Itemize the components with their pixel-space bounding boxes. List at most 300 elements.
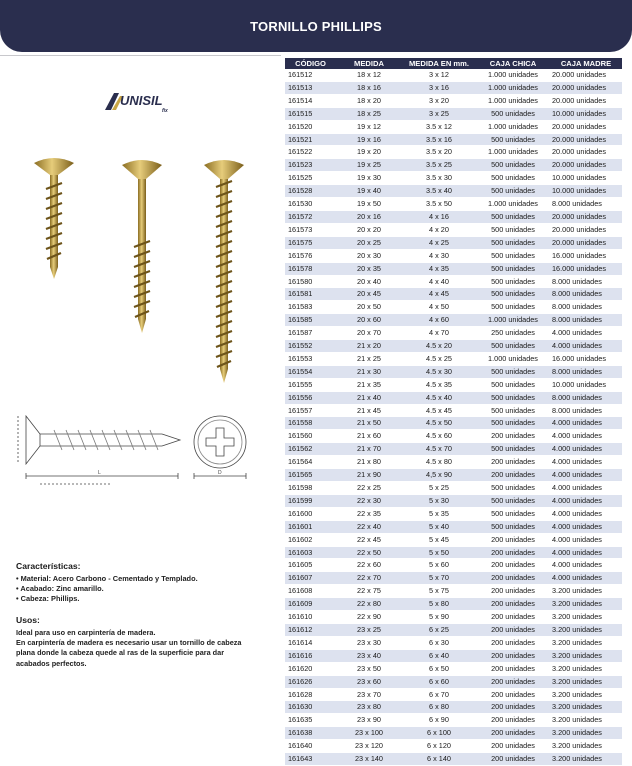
table-row <box>285 340 622 353</box>
table-row <box>285 520 622 533</box>
cell-size-mm: 4 x 30 <box>402 249 476 262</box>
cell-small-box: 1.000 unidades <box>476 198 550 211</box>
cell-size-mm: 6 x 120 <box>402 740 476 753</box>
screw-diagram <box>10 402 272 494</box>
cell-small-box: 500 unidades <box>476 223 550 236</box>
cell-master-box: 4.000 unidades <box>550 443 622 456</box>
cell-small-box: 200 unidades <box>476 727 550 740</box>
table-row <box>285 378 622 391</box>
cell-size-mm: 3.5 x 50 <box>402 198 476 211</box>
cell-code: 161565 <box>285 469 336 482</box>
cell-code: 161587 <box>285 327 336 340</box>
features-title: Características: <box>16 561 81 571</box>
cell-size-mm: 5 x 45 <box>402 533 476 546</box>
cell-master-box: 4.000 unidades <box>550 456 622 469</box>
cell-small-box: 500 unidades <box>476 417 550 430</box>
table-row <box>285 301 622 314</box>
table-row <box>285 546 622 559</box>
cell-size-mm: 4 x 20 <box>402 223 476 236</box>
cell-size-mm: 4,5 x 90 <box>402 469 476 482</box>
cell-size: 23 x 120 <box>336 740 402 753</box>
cell-code: 161605 <box>285 559 336 572</box>
cell-small-box: 200 unidades <box>476 546 550 559</box>
table-row <box>285 120 622 133</box>
table-row <box>285 701 622 714</box>
cell-master-box: 8.000 unidades <box>550 275 622 288</box>
cell-code: 161581 <box>285 288 336 301</box>
table-row <box>285 262 622 275</box>
cell-code: 161628 <box>285 688 336 701</box>
uses-line: acabados perfectos. <box>16 658 87 668</box>
feature-finish: • Acabado: Zinc amarillo. <box>16 584 104 594</box>
cell-small-box: 500 unidades <box>476 391 550 404</box>
cell-size-mm: 4.5 x 60 <box>402 430 476 443</box>
cell-size-mm: 4 x 70 <box>402 327 476 340</box>
cell-size-mm: 4.5 x 30 <box>402 365 476 378</box>
table-row <box>285 81 622 94</box>
cell-code: 161558 <box>285 417 336 430</box>
cell-size: 20 x 45 <box>336 288 402 301</box>
table-row <box>285 185 622 198</box>
cell-master-box: 3.200 unidades <box>550 701 622 714</box>
cell-code: 161522 <box>285 146 336 159</box>
cell-size-mm: 4 x 60 <box>402 314 476 327</box>
cell-small-box: 250 unidades <box>476 327 550 340</box>
cell-small-box: 500 unidades <box>476 494 550 507</box>
cell-small-box: 200 unidades <box>476 688 550 701</box>
cell-size: 21 x 50 <box>336 417 402 430</box>
table-row <box>285 365 622 378</box>
table-row <box>285 430 622 443</box>
page-header <box>0 0 632 52</box>
cell-size-mm: 6 x 70 <box>402 688 476 701</box>
cell-size: 19 x 30 <box>336 172 402 185</box>
cell-small-box: 1.000 unidades <box>476 81 550 94</box>
cell-size-mm: 3.5 x 12 <box>402 120 476 133</box>
cell-master-box: 20.000 unidades <box>550 210 622 223</box>
cell-master-box: 3.200 unidades <box>550 623 622 636</box>
cell-small-box: 200 unidades <box>476 740 550 753</box>
cell-size: 22 x 50 <box>336 546 402 559</box>
cell-master-box: 20.000 unidades <box>550 223 622 236</box>
cell-size: 20 x 60 <box>336 314 402 327</box>
cell-size: 20 x 35 <box>336 262 402 275</box>
table-row <box>285 533 622 546</box>
cell-code: 161513 <box>285 81 336 94</box>
cell-master-box: 3.200 unidades <box>550 585 622 598</box>
cell-size: 23 x 100 <box>336 727 402 740</box>
cell-size-mm: 5 x 80 <box>402 598 476 611</box>
cell-small-box: 200 unidades <box>476 456 550 469</box>
table-row <box>285 649 622 662</box>
cell-small-box: 500 unidades <box>476 275 550 288</box>
table-row <box>285 636 622 649</box>
uses-line: En carpintería de madera es necesario usar un tornillo de cabeza <box>16 638 242 648</box>
table-row <box>285 69 622 81</box>
cell-code: 161514 <box>285 94 336 107</box>
cell-size: 22 x 45 <box>336 533 402 546</box>
logo-sub: fix <box>162 108 168 114</box>
cell-size: 22 x 25 <box>336 482 402 495</box>
cell-small-box: 500 unidades <box>476 507 550 520</box>
cell-size-mm: 6 x 100 <box>402 727 476 740</box>
cell-master-box: 20.000 unidades <box>550 133 622 146</box>
cell-code: 161528 <box>285 185 336 198</box>
table-row <box>285 314 622 327</box>
cell-size-mm: 5 x 25 <box>402 482 476 495</box>
cell-size-mm: 6 x 50 <box>402 662 476 675</box>
table-row <box>285 288 622 301</box>
cell-size-mm: 4.5 x 25 <box>402 352 476 365</box>
table-row <box>285 753 622 766</box>
cell-master-box: 4.000 unidades <box>550 572 622 585</box>
cell-size: 20 x 25 <box>336 236 402 249</box>
cell-master-box: 3.200 unidades <box>550 740 622 753</box>
cell-code: 161520 <box>285 120 336 133</box>
cell-master-box: 4.000 unidades <box>550 546 622 559</box>
cell-size: 22 x 60 <box>336 559 402 572</box>
cell-size: 19 x 40 <box>336 185 402 198</box>
cell-code: 161573 <box>285 223 336 236</box>
cell-code: 161609 <box>285 598 336 611</box>
cell-small-box: 200 unidades <box>476 598 550 611</box>
cell-code: 161575 <box>285 236 336 249</box>
cell-size: 23 x 30 <box>336 636 402 649</box>
features-section <box>16 561 278 605</box>
table-row <box>285 740 622 753</box>
cell-code: 161564 <box>285 456 336 469</box>
cell-code: 161583 <box>285 301 336 314</box>
cell-small-box: 500 unidades <box>476 249 550 262</box>
cell-small-box: 500 unidades <box>476 262 550 275</box>
table-row <box>285 662 622 675</box>
cell-master-box: 4.000 unidades <box>550 469 622 482</box>
cell-small-box: 500 unidades <box>476 340 550 353</box>
cell-size: 21 x 60 <box>336 430 402 443</box>
cell-master-box: 20.000 unidades <box>550 69 622 81</box>
cell-size-mm: 3 x 25 <box>402 107 476 120</box>
cell-master-box: 10.000 unidades <box>550 378 622 391</box>
cell-master-box: 8.000 unidades <box>550 404 622 417</box>
cell-size-mm: 3.5 x 20 <box>402 146 476 159</box>
cell-code: 161576 <box>285 249 336 262</box>
cell-master-box: 3.200 unidades <box>550 662 622 675</box>
cell-size-mm: 5 x 50 <box>402 546 476 559</box>
col-header-master-box: CAJA MADRE <box>550 58 622 69</box>
divider <box>0 55 281 56</box>
cell-master-box: 8.000 unidades <box>550 301 622 314</box>
table-row <box>285 727 622 740</box>
cell-master-box: 4.000 unidades <box>550 417 622 430</box>
cell-size-mm: 4 x 16 <box>402 210 476 223</box>
cell-small-box: 500 unidades <box>476 288 550 301</box>
feature-head: • Cabeza: Phillips. <box>16 594 80 604</box>
table-row <box>285 469 622 482</box>
cell-small-box: 500 unidades <box>476 210 550 223</box>
table-row <box>285 417 622 430</box>
cell-code: 161525 <box>285 172 336 185</box>
cell-code: 161626 <box>285 675 336 688</box>
cell-size-mm: 5 x 30 <box>402 494 476 507</box>
cell-code: 161607 <box>285 572 336 585</box>
table-row <box>285 507 622 520</box>
cell-master-box: 3.200 unidades <box>550 675 622 688</box>
cell-code: 161630 <box>285 701 336 714</box>
col-header-size: MEDIDA <box>336 58 402 69</box>
cell-size-mm: 5 x 70 <box>402 572 476 585</box>
cell-code: 161616 <box>285 649 336 662</box>
cell-size-mm: 6 x 60 <box>402 675 476 688</box>
table-row <box>285 585 622 598</box>
cell-small-box: 200 unidades <box>476 611 550 624</box>
cell-size: 18 x 20 <box>336 94 402 107</box>
cell-code: 161635 <box>285 714 336 727</box>
cell-master-box: 3.200 unidades <box>550 688 622 701</box>
cell-master-box: 10.000 unidades <box>550 172 622 185</box>
cell-code: 161557 <box>285 404 336 417</box>
cell-code: 161643 <box>285 753 336 766</box>
table-row <box>285 598 622 611</box>
cell-master-box: 20.000 unidades <box>550 146 622 159</box>
cell-small-box: 500 unidades <box>476 172 550 185</box>
cell-size-mm: 4.5 x 40 <box>402 391 476 404</box>
cell-size-mm: 3 x 16 <box>402 81 476 94</box>
cell-small-box: 200 unidades <box>476 649 550 662</box>
cell-master-box: 4.000 unidades <box>550 430 622 443</box>
cell-code: 161578 <box>285 262 336 275</box>
cell-size: 21 x 25 <box>336 352 402 365</box>
cell-small-box: 200 unidades <box>476 623 550 636</box>
cell-code: 161608 <box>285 585 336 598</box>
cell-master-box: 8.000 unidades <box>550 198 622 211</box>
cell-size-mm: 4 x 35 <box>402 262 476 275</box>
cell-size: 22 x 35 <box>336 507 402 520</box>
cell-small-box: 200 unidades <box>476 714 550 727</box>
cell-small-box: 200 unidades <box>476 533 550 546</box>
table-row <box>285 688 622 701</box>
cell-size-mm: 4 x 25 <box>402 236 476 249</box>
cell-size: 18 x 16 <box>336 81 402 94</box>
cell-size: 23 x 50 <box>336 662 402 675</box>
cell-small-box: 200 unidades <box>476 662 550 675</box>
cell-size-mm: 4 x 50 <box>402 301 476 314</box>
cell-size: 22 x 80 <box>336 598 402 611</box>
cell-code: 161620 <box>285 662 336 675</box>
cell-master-box: 20.000 unidades <box>550 159 622 172</box>
cell-code: 161572 <box>285 210 336 223</box>
cell-master-box: 3.200 unidades <box>550 598 622 611</box>
cell-code: 161523 <box>285 159 336 172</box>
cell-code: 161599 <box>285 494 336 507</box>
cell-size: 22 x 90 <box>336 611 402 624</box>
table-row <box>285 611 622 624</box>
cell-small-box: 500 unidades <box>476 185 550 198</box>
table-row <box>285 675 622 688</box>
cell-size-mm: 6 x 90 <box>402 714 476 727</box>
cell-code: 161598 <box>285 482 336 495</box>
cell-size: 19 x 20 <box>336 146 402 159</box>
table-row <box>285 443 622 456</box>
cell-code: 161530 <box>285 198 336 211</box>
cell-code: 161610 <box>285 611 336 624</box>
cell-small-box: 1.000 unidades <box>476 352 550 365</box>
screw-medium-icon <box>122 160 162 333</box>
page-title: TORNILLO PHILLIPS <box>250 18 382 34</box>
cell-code: 161603 <box>285 546 336 559</box>
table-row <box>285 210 622 223</box>
cell-small-box: 200 unidades <box>476 636 550 649</box>
cell-master-box: 8.000 unidades <box>550 365 622 378</box>
cell-size: 19 x 50 <box>336 198 402 211</box>
table-row <box>285 572 622 585</box>
cell-master-box: 20.000 unidades <box>550 120 622 133</box>
table-row <box>285 107 622 120</box>
cell-master-box: 8.000 unidades <box>550 314 622 327</box>
uses-line: plana donde la cabeza quede al ras de la superficie para dar <box>16 648 225 658</box>
table-row <box>285 714 622 727</box>
cell-code: 161552 <box>285 340 336 353</box>
cell-small-box: 500 unidades <box>476 107 550 120</box>
cell-size: 18 x 12 <box>336 69 402 81</box>
table-row <box>285 623 622 636</box>
cell-size-mm: 6 x 30 <box>402 636 476 649</box>
cell-code: 161554 <box>285 365 336 378</box>
cell-master-box: 8.000 unidades <box>550 391 622 404</box>
cell-size-mm: 3.5 x 30 <box>402 172 476 185</box>
cell-code: 161638 <box>285 727 336 740</box>
cell-size: 22 x 75 <box>336 585 402 598</box>
table-row <box>285 352 622 365</box>
cell-master-box: 3.200 unidades <box>550 611 622 624</box>
uses-line: Ideal para uso en carpintería de madera. <box>16 628 156 637</box>
cell-size-mm: 6 x 80 <box>402 701 476 714</box>
cell-size-mm: 5 x 60 <box>402 559 476 572</box>
cell-master-box: 16.000 unidades <box>550 352 622 365</box>
cell-size: 23 x 80 <box>336 701 402 714</box>
table-row <box>285 159 622 172</box>
cell-small-box: 500 unidades <box>476 159 550 172</box>
cell-size-mm: 5 x 40 <box>402 520 476 533</box>
cell-small-box: 500 unidades <box>476 443 550 456</box>
cell-size-mm: 4 x 40 <box>402 275 476 288</box>
cell-master-box: 3.200 unidades <box>550 714 622 727</box>
cell-size: 21 x 70 <box>336 443 402 456</box>
cell-size: 23 x 60 <box>336 675 402 688</box>
cell-size: 19 x 16 <box>336 133 402 146</box>
table-row <box>285 236 622 249</box>
uses-section <box>16 615 282 669</box>
cell-size: 19 x 12 <box>336 120 402 133</box>
cell-size: 23 x 40 <box>336 649 402 662</box>
table-row <box>285 494 622 507</box>
cell-size: 21 x 90 <box>336 469 402 482</box>
col-header-size-mm: MEDIDA EN mm. <box>402 58 476 69</box>
cell-small-box: 500 unidades <box>476 520 550 533</box>
table-row <box>285 249 622 262</box>
cell-small-box: 500 unidades <box>476 301 550 314</box>
cell-size-mm: 6 x 40 <box>402 649 476 662</box>
cell-master-box: 20.000 unidades <box>550 94 622 107</box>
cell-code: 161515 <box>285 107 336 120</box>
cell-size: 23 x 140 <box>336 753 402 766</box>
cell-size-mm: 3.5 x 40 <box>402 185 476 198</box>
cell-master-box: 8.000 unidades <box>550 288 622 301</box>
cell-master-box: 3.200 unidades <box>550 649 622 662</box>
cell-size-mm: 4.5 x 80 <box>402 456 476 469</box>
cell-code: 161640 <box>285 740 336 753</box>
cell-code: 161560 <box>285 430 336 443</box>
cell-master-box: 4.000 unidades <box>550 340 622 353</box>
cell-code: 161602 <box>285 533 336 546</box>
col-header-small-box: CAJA CHICA <box>476 58 550 69</box>
table-row <box>285 133 622 146</box>
cell-code: 161555 <box>285 378 336 391</box>
cell-master-box: 10.000 unidades <box>550 185 622 198</box>
cell-size-mm: 6 x 140 <box>402 753 476 766</box>
cell-master-box: 4.000 unidades <box>550 507 622 520</box>
cell-size-mm: 4 x 45 <box>402 288 476 301</box>
cell-small-box: 200 unidades <box>476 701 550 714</box>
svg-text:L: L <box>98 470 101 476</box>
cell-code: 161614 <box>285 636 336 649</box>
logo-wordmark: UNISIL <box>120 93 163 108</box>
table-row <box>285 172 622 185</box>
cell-size-mm: 3 x 20 <box>402 94 476 107</box>
cell-small-box: 200 unidades <box>476 675 550 688</box>
cell-size: 21 x 45 <box>336 404 402 417</box>
cell-master-box: 10.000 unidades <box>550 107 622 120</box>
cell-size: 21 x 80 <box>336 456 402 469</box>
cell-small-box: 500 unidades <box>476 365 550 378</box>
cell-small-box: 500 unidades <box>476 133 550 146</box>
cell-size: 22 x 30 <box>336 494 402 507</box>
cell-code: 161580 <box>285 275 336 288</box>
cell-size: 22 x 40 <box>336 520 402 533</box>
cell-master-box: 4.000 unidades <box>550 533 622 546</box>
cell-size-mm: 3.5 x 16 <box>402 133 476 146</box>
cell-size: 21 x 40 <box>336 391 402 404</box>
cell-size: 21 x 20 <box>336 340 402 353</box>
cell-master-box: 4.000 unidades <box>550 494 622 507</box>
table-header-row <box>285 58 622 69</box>
cell-size: 23 x 70 <box>336 688 402 701</box>
cell-size-mm: 5 x 35 <box>402 507 476 520</box>
cell-size-mm: 5 x 75 <box>402 585 476 598</box>
table-row <box>285 391 622 404</box>
cell-size-mm: 6 x 25 <box>402 623 476 636</box>
table-row <box>285 198 622 211</box>
cell-small-box: 500 unidades <box>476 378 550 391</box>
cell-size-mm: 4.5 x 50 <box>402 417 476 430</box>
cell-size-mm: 3.5 x 25 <box>402 159 476 172</box>
cell-code: 161585 <box>285 314 336 327</box>
screw-long-icon <box>204 160 244 383</box>
cell-size: 21 x 35 <box>336 378 402 391</box>
cell-code: 161601 <box>285 520 336 533</box>
cell-size: 18 x 25 <box>336 107 402 120</box>
cell-master-box: 3.200 unidades <box>550 753 622 766</box>
cell-small-box: 200 unidades <box>476 430 550 443</box>
cell-size: 19 x 25 <box>336 159 402 172</box>
cell-code: 161556 <box>285 391 336 404</box>
cell-size: 22 x 70 <box>336 572 402 585</box>
table-row <box>285 223 622 236</box>
table-row <box>285 275 622 288</box>
cell-size: 23 x 90 <box>336 714 402 727</box>
cell-size: 20 x 70 <box>336 327 402 340</box>
cell-master-box: 20.000 unidades <box>550 81 622 94</box>
cell-small-box: 500 unidades <box>476 236 550 249</box>
